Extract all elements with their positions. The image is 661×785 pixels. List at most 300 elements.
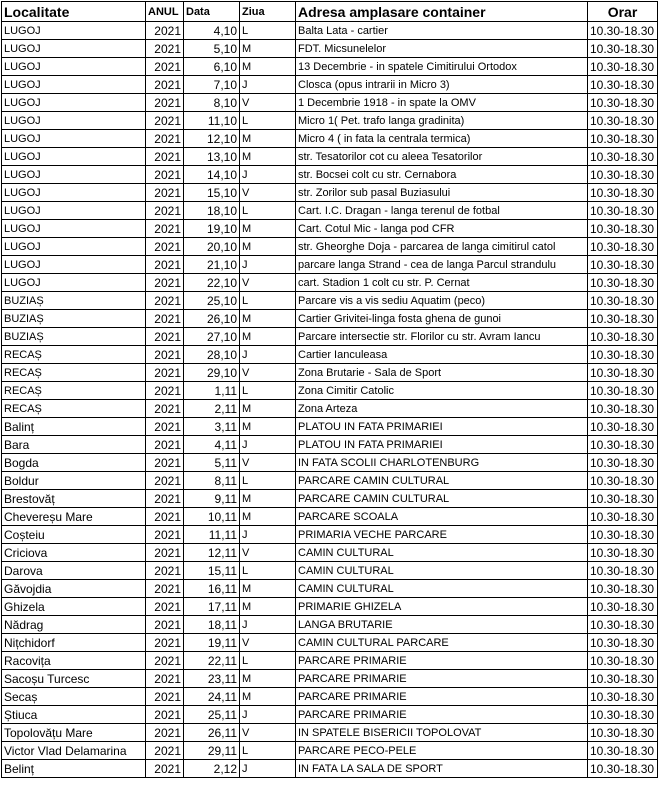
cell-adresa: IN FATA LA SALA DE SPORT (296, 760, 588, 778)
cell-ziua: M (240, 688, 296, 706)
cell-localitate: Darova (2, 562, 146, 580)
cell-adresa: FDT. Micsunelelor (296, 40, 588, 58)
table-row (2, 706, 658, 724)
cell-orar: 10.30-18.30 (588, 202, 658, 220)
cell-data: 10,11 (184, 508, 240, 526)
cell-orar: 10.30-18.30 (588, 40, 658, 58)
cell-orar: 10.30-18.30 (588, 22, 658, 40)
cell-orar: 10.30-18.30 (588, 616, 658, 634)
cell-adresa: Cartier Grivitei-linga fosta ghena de gunoi (296, 310, 588, 328)
cell-localitate: Ghizela (2, 598, 146, 616)
cell-orar: 10.30-18.30 (588, 688, 658, 706)
cell-localitate: LUGOJ (2, 40, 146, 58)
cell-adresa: parcare langa Strand - cea de langa Parcul strandulu (296, 256, 588, 274)
cell-anul: 2021 (146, 112, 184, 130)
table-row (2, 652, 658, 670)
cell-ziua: M (240, 40, 296, 58)
header-ziua: Ziua (240, 2, 296, 22)
cell-ziua: J (240, 436, 296, 454)
cell-orar: 10.30-18.30 (588, 130, 658, 148)
cell-ziua: J (240, 616, 296, 634)
cell-ziua: M (240, 238, 296, 256)
cell-anul: 2021 (146, 706, 184, 724)
table-row (2, 616, 658, 634)
cell-anul: 2021 (146, 274, 184, 292)
cell-data: 22,11 (184, 652, 240, 670)
cell-localitate: RECAȘ (2, 400, 146, 418)
cell-anul: 2021 (146, 724, 184, 742)
cell-anul: 2021 (146, 40, 184, 58)
table-row (2, 508, 658, 526)
table-row (2, 256, 658, 274)
cell-ziua: M (240, 220, 296, 238)
cell-orar: 10.30-18.30 (588, 706, 658, 724)
cell-orar: 10.30-18.30 (588, 724, 658, 742)
cell-orar: 10.30-18.30 (588, 490, 658, 508)
cell-orar: 10.30-18.30 (588, 562, 658, 580)
cell-localitate: Balinț (2, 418, 146, 436)
cell-orar: 10.30-18.30 (588, 94, 658, 112)
cell-orar: 10.30-18.30 (588, 346, 658, 364)
cell-anul: 2021 (146, 256, 184, 274)
cell-orar: 10.30-18.30 (588, 76, 658, 94)
cell-anul: 2021 (146, 526, 184, 544)
cell-anul: 2021 (146, 292, 184, 310)
table-row (2, 688, 658, 706)
cell-ziua: J (240, 526, 296, 544)
cell-orar: 10.30-18.30 (588, 472, 658, 490)
cell-anul: 2021 (146, 580, 184, 598)
table-row (2, 112, 658, 130)
cell-data: 11,10 (184, 112, 240, 130)
cell-orar: 10.30-18.30 (588, 292, 658, 310)
cell-adresa: str. Tesatorilor cot cu aleea Tesatorilor (296, 148, 588, 166)
cell-adresa: 1 Decembrie 1918 - in spate la OMV (296, 94, 588, 112)
cell-localitate: LUGOJ (2, 58, 146, 76)
cell-ziua: V (240, 364, 296, 382)
cell-ziua: M (240, 310, 296, 328)
cell-adresa: PLATOU IN FATA PRIMARIEI (296, 436, 588, 454)
cell-orar: 10.30-18.30 (588, 508, 658, 526)
cell-data: 26,10 (184, 310, 240, 328)
table-row (2, 742, 658, 760)
cell-data: 21,10 (184, 256, 240, 274)
cell-ziua: M (240, 130, 296, 148)
cell-data: 6,10 (184, 58, 240, 76)
cell-adresa: Micro 1( Pet. trafo langa gradinita) (296, 112, 588, 130)
cell-ziua: V (240, 634, 296, 652)
cell-anul: 2021 (146, 130, 184, 148)
cell-anul: 2021 (146, 634, 184, 652)
schedule-table (1, 1, 658, 778)
cell-ziua: V (240, 184, 296, 202)
cell-adresa: Micro 4 ( in fata la centrala termica) (296, 130, 588, 148)
cell-anul: 2021 (146, 688, 184, 706)
table-row (2, 526, 658, 544)
cell-localitate: LUGOJ (2, 256, 146, 274)
cell-ziua: J (240, 256, 296, 274)
cell-ziua: M (240, 508, 296, 526)
cell-localitate: Chevereșu Mare (2, 508, 146, 526)
cell-ziua: M (240, 400, 296, 418)
cell-data: 15,10 (184, 184, 240, 202)
cell-anul: 2021 (146, 328, 184, 346)
cell-localitate: LUGOJ (2, 94, 146, 112)
cell-ziua: J (240, 76, 296, 94)
cell-orar: 10.30-18.30 (588, 634, 658, 652)
table-row (2, 364, 658, 382)
table-row (2, 238, 658, 256)
cell-orar: 10.30-18.30 (588, 670, 658, 688)
table-row (2, 202, 658, 220)
cell-data: 13,10 (184, 148, 240, 166)
cell-ziua: J (240, 760, 296, 778)
cell-localitate: Belinț (2, 760, 146, 778)
cell-data: 8,11 (184, 472, 240, 490)
cell-anul: 2021 (146, 400, 184, 418)
cell-data: 7,10 (184, 76, 240, 94)
cell-data: 2,12 (184, 760, 240, 778)
table-row (2, 310, 658, 328)
cell-adresa: Parcare intersectie str. Florilor cu str. Avram Iancu (296, 328, 588, 346)
cell-ziua: M (240, 670, 296, 688)
cell-data: 29,10 (184, 364, 240, 382)
cell-localitate: Boldur (2, 472, 146, 490)
cell-orar: 10.30-18.30 (588, 544, 658, 562)
header-orar: Orar (588, 2, 658, 22)
cell-orar: 10.30-18.30 (588, 652, 658, 670)
cell-orar: 10.30-18.30 (588, 526, 658, 544)
table-row (2, 274, 658, 292)
table-row (2, 148, 658, 166)
cell-ziua: J (240, 706, 296, 724)
cell-data: 9,11 (184, 490, 240, 508)
cell-ziua: M (240, 598, 296, 616)
cell-data: 25,11 (184, 706, 240, 724)
cell-localitate: Nădrag (2, 616, 146, 634)
cell-anul: 2021 (146, 562, 184, 580)
header-adresa: Adresa amplasare container (296, 2, 588, 22)
table-row (2, 436, 658, 454)
cell-adresa: PARCARE CAMIN CULTURAL (296, 472, 588, 490)
table-row (2, 634, 658, 652)
cell-orar: 10.30-18.30 (588, 310, 658, 328)
cell-orar: 10.30-18.30 (588, 58, 658, 76)
cell-adresa: str. Gheorghe Doja - parcarea de langa cimitirul catol (296, 238, 588, 256)
cell-orar: 10.30-18.30 (588, 166, 658, 184)
cell-orar: 10.30-18.30 (588, 436, 658, 454)
cell-data: 22,10 (184, 274, 240, 292)
cell-localitate: Topolovățu Mare (2, 724, 146, 742)
cell-data: 4,10 (184, 22, 240, 40)
cell-data: 27,10 (184, 328, 240, 346)
cell-localitate: Victor Vlad Delamarina (2, 742, 146, 760)
table-row (2, 418, 658, 436)
cell-orar: 10.30-18.30 (588, 184, 658, 202)
cell-localitate: Brestovăț (2, 490, 146, 508)
cell-data: 4,11 (184, 436, 240, 454)
table-row (2, 760, 658, 778)
header-localitate: Localitate (2, 2, 146, 22)
cell-adresa: PARCARE PRIMARIE (296, 688, 588, 706)
cell-orar: 10.30-18.30 (588, 328, 658, 346)
header-row (2, 2, 658, 22)
cell-orar: 10.30-18.30 (588, 382, 658, 400)
cell-data: 15,11 (184, 562, 240, 580)
cell-orar: 10.30-18.30 (588, 400, 658, 418)
cell-adresa: cart. Stadion 1 colt cu str. P. Cernat (296, 274, 588, 292)
cell-ziua: J (240, 166, 296, 184)
cell-ziua: L (240, 742, 296, 760)
cell-localitate: Nițchidorf (2, 634, 146, 652)
cell-data: 12,11 (184, 544, 240, 562)
cell-localitate: LUGOJ (2, 220, 146, 238)
cell-localitate: Criciova (2, 544, 146, 562)
table-row (2, 670, 658, 688)
cell-ziua: L (240, 202, 296, 220)
cell-anul: 2021 (146, 238, 184, 256)
cell-localitate: RECAȘ (2, 364, 146, 382)
cell-orar: 10.30-18.30 (588, 148, 658, 166)
table-row (2, 562, 658, 580)
cell-data: 11,11 (184, 526, 240, 544)
cell-anul: 2021 (146, 436, 184, 454)
cell-anul: 2021 (146, 652, 184, 670)
cell-adresa: Zona Arteza (296, 400, 588, 418)
cell-localitate: RECAȘ (2, 346, 146, 364)
cell-data: 24,11 (184, 688, 240, 706)
cell-ziua: L (240, 472, 296, 490)
table-row (2, 454, 658, 472)
cell-localitate: Sacoșu Turcesc (2, 670, 146, 688)
cell-localitate: LUGOJ (2, 76, 146, 94)
table-row (2, 94, 658, 112)
cell-localitate: Secaș (2, 688, 146, 706)
cell-ziua: M (240, 148, 296, 166)
cell-anul: 2021 (146, 616, 184, 634)
cell-data: 17,11 (184, 598, 240, 616)
cell-anul: 2021 (146, 382, 184, 400)
header-data: Data (184, 2, 240, 22)
cell-orar: 10.30-18.30 (588, 220, 658, 238)
table-row (2, 76, 658, 94)
cell-localitate: LUGOJ (2, 166, 146, 184)
cell-adresa: str. Bocsei colt cu str. Cernabora (296, 166, 588, 184)
cell-ziua: L (240, 652, 296, 670)
cell-anul: 2021 (146, 166, 184, 184)
cell-adresa: Cart. I.C. Dragan - langa terenul de fotbal (296, 202, 588, 220)
cell-anul: 2021 (146, 670, 184, 688)
cell-adresa: LANGA BRUTARIE (296, 616, 588, 634)
cell-adresa: Closca (opus intrarii in Micro 3) (296, 76, 588, 94)
cell-orar: 10.30-18.30 (588, 364, 658, 382)
cell-localitate: BUZIAȘ (2, 328, 146, 346)
table-row (2, 382, 658, 400)
cell-data: 29,11 (184, 742, 240, 760)
cell-adresa: PARCARE PRIMARIE (296, 652, 588, 670)
cell-adresa: IN SPATELE BISERICII TOPOLOVAT (296, 724, 588, 742)
cell-adresa: Cartier Ianculeasa (296, 346, 588, 364)
cell-data: 18,10 (184, 202, 240, 220)
cell-ziua: L (240, 382, 296, 400)
cell-ziua: V (240, 274, 296, 292)
cell-orar: 10.30-18.30 (588, 454, 658, 472)
cell-ziua: L (240, 562, 296, 580)
cell-localitate: Găvojdia (2, 580, 146, 598)
table-row (2, 166, 658, 184)
cell-adresa: str. Zorilor sub pasal Buziasului (296, 184, 588, 202)
cell-localitate: Bogda (2, 454, 146, 472)
cell-localitate: LUGOJ (2, 202, 146, 220)
cell-localitate: BUZIAȘ (2, 292, 146, 310)
cell-anul: 2021 (146, 22, 184, 40)
cell-data: 14,10 (184, 166, 240, 184)
cell-data: 23,11 (184, 670, 240, 688)
cell-adresa: PLATOU IN FATA PRIMARIEI (296, 418, 588, 436)
header-anul: ANUL (146, 2, 184, 22)
cell-adresa: IN FATA SCOLII CHARLOTENBURG (296, 454, 588, 472)
cell-data: 1,11 (184, 382, 240, 400)
cell-data: 19,11 (184, 634, 240, 652)
table-row (2, 544, 658, 562)
table-row (2, 472, 658, 490)
cell-data: 3,11 (184, 418, 240, 436)
cell-anul: 2021 (146, 490, 184, 508)
cell-localitate: LUGOJ (2, 148, 146, 166)
cell-localitate: BUZIAȘ (2, 310, 146, 328)
cell-anul: 2021 (146, 742, 184, 760)
cell-data: 12,10 (184, 130, 240, 148)
cell-data: 8,10 (184, 94, 240, 112)
cell-adresa: Parcare vis a vis sediu Aquatim (peco) (296, 292, 588, 310)
table-row (2, 40, 658, 58)
cell-adresa: PARCARE PRIMARIE (296, 706, 588, 724)
table-row (2, 292, 658, 310)
table-row (2, 580, 658, 598)
cell-orar: 10.30-18.30 (588, 598, 658, 616)
cell-adresa: Cart. Cotul Mic - langa pod CFR (296, 220, 588, 238)
cell-data: 18,11 (184, 616, 240, 634)
cell-ziua: V (240, 94, 296, 112)
cell-ziua: M (240, 490, 296, 508)
cell-data: 20,10 (184, 238, 240, 256)
cell-data: 5,11 (184, 454, 240, 472)
cell-ziua: L (240, 22, 296, 40)
cell-orar: 10.30-18.30 (588, 274, 658, 292)
cell-ziua: V (240, 544, 296, 562)
cell-anul: 2021 (146, 184, 184, 202)
cell-adresa: PRIMARIE GHIZELA (296, 598, 588, 616)
cell-adresa: CAMIN CULTURAL (296, 580, 588, 598)
table-row (2, 598, 658, 616)
cell-ziua: L (240, 112, 296, 130)
cell-data: 19,10 (184, 220, 240, 238)
table-row (2, 328, 658, 346)
cell-anul: 2021 (146, 598, 184, 616)
cell-adresa: Balta Lata - cartier (296, 22, 588, 40)
cell-data: 26,11 (184, 724, 240, 742)
cell-localitate: LUGOJ (2, 22, 146, 40)
cell-data: 5,10 (184, 40, 240, 58)
table-row (2, 490, 658, 508)
cell-localitate: LUGOJ (2, 238, 146, 256)
cell-anul: 2021 (146, 94, 184, 112)
cell-adresa: PARCARE SCOALA (296, 508, 588, 526)
cell-adresa: CAMIN CULTURAL (296, 544, 588, 562)
cell-localitate: LUGOJ (2, 130, 146, 148)
cell-adresa: PARCARE PECO-PELE (296, 742, 588, 760)
cell-anul: 2021 (146, 364, 184, 382)
cell-data: 28,10 (184, 346, 240, 364)
table-row (2, 346, 658, 364)
table-row (2, 724, 658, 742)
cell-localitate: LUGOJ (2, 274, 146, 292)
cell-orar: 10.30-18.30 (588, 256, 658, 274)
cell-ziua: M (240, 58, 296, 76)
cell-adresa: Zona Cimitir Catolic (296, 382, 588, 400)
cell-orar: 10.30-18.30 (588, 238, 658, 256)
cell-ziua: V (240, 724, 296, 742)
cell-localitate: Coșteiu (2, 526, 146, 544)
cell-anul: 2021 (146, 202, 184, 220)
cell-adresa: CAMIN CULTURAL PARCARE (296, 634, 588, 652)
cell-orar: 10.30-18.30 (588, 112, 658, 130)
cell-anul: 2021 (146, 346, 184, 364)
cell-anul: 2021 (146, 760, 184, 778)
cell-adresa: PARCARE CAMIN CULTURAL (296, 490, 588, 508)
table-row (2, 184, 658, 202)
cell-ziua: L (240, 292, 296, 310)
cell-anul: 2021 (146, 508, 184, 526)
cell-anul: 2021 (146, 454, 184, 472)
cell-orar: 10.30-18.30 (588, 760, 658, 778)
cell-localitate: Bara (2, 436, 146, 454)
cell-orar: 10.30-18.30 (588, 418, 658, 436)
cell-adresa: Zona Brutarie - Sala de Sport (296, 364, 588, 382)
cell-localitate: Racovița (2, 652, 146, 670)
table-row (2, 400, 658, 418)
cell-ziua: J (240, 346, 296, 364)
cell-localitate: LUGOJ (2, 184, 146, 202)
cell-anul: 2021 (146, 472, 184, 490)
cell-localitate: Știuca (2, 706, 146, 724)
cell-ziua: M (240, 580, 296, 598)
cell-anul: 2021 (146, 544, 184, 562)
cell-adresa: PARCARE PRIMARIE (296, 670, 588, 688)
cell-anul: 2021 (146, 310, 184, 328)
cell-orar: 10.30-18.30 (588, 742, 658, 760)
cell-anul: 2021 (146, 58, 184, 76)
cell-localitate: RECAȘ (2, 382, 146, 400)
cell-anul: 2021 (146, 220, 184, 238)
cell-adresa: PRIMARIA VECHE PARCARE (296, 526, 588, 544)
cell-localitate: LUGOJ (2, 112, 146, 130)
cell-anul: 2021 (146, 76, 184, 94)
cell-adresa: 13 Decembrie - in spatele Cimitirului Ortodox (296, 58, 588, 76)
cell-orar: 10.30-18.30 (588, 580, 658, 598)
cell-data: 16,11 (184, 580, 240, 598)
table-row (2, 130, 658, 148)
cell-anul: 2021 (146, 418, 184, 436)
cell-data: 2,11 (184, 400, 240, 418)
table-row (2, 58, 658, 76)
cell-data: 25,10 (184, 292, 240, 310)
table-row (2, 220, 658, 238)
cell-ziua: M (240, 418, 296, 436)
cell-ziua: M (240, 328, 296, 346)
table-row (2, 22, 658, 40)
cell-anul: 2021 (146, 148, 184, 166)
